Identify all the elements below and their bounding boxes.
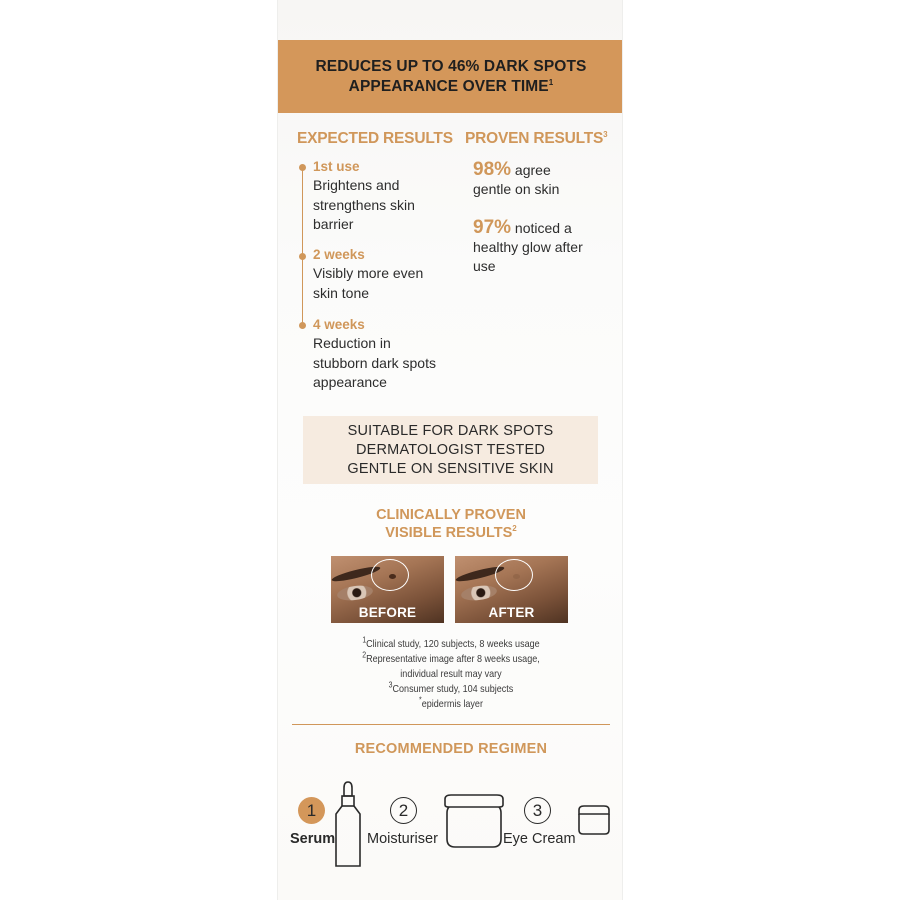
after-label: AFTER — [488, 605, 535, 620]
timeline-item — [313, 158, 473, 235]
timeline-label: 1st use — [313, 159, 360, 174]
footnote: $^1$Clinical study, 120 subjects, 8 weeks usage — [362, 635, 540, 650]
proven-text: gentle on skin — [473, 181, 560, 197]
suitability-box — [303, 416, 598, 484]
step-label-serum: Serum — [290, 831, 336, 847]
product-info-panel — [277, 0, 623, 900]
timeline-desc: skin tone — [313, 284, 370, 301]
step-label-moisturiser: Moisturiser — [367, 831, 438, 847]
step-number-2: 2 — [390, 797, 417, 824]
clinical-heading: CLINICALLY PROVEN VISIBLE RESULTS$^2$ — [376, 507, 526, 541]
highlight-circle — [371, 559, 409, 591]
before-photo — [331, 556, 444, 623]
footnote: *epidermis layer — [419, 695, 483, 710]
timeline-desc: Reduction in — [313, 335, 391, 351]
proven-results-heading: PROVEN RESULTS$^3$ — [465, 129, 608, 147]
timeline-line — [302, 169, 303, 325]
suitability-line: GENTLE ON SENSITIVE SKIN — [347, 460, 554, 477]
eye-cream-jar-icon — [576, 804, 612, 836]
regimen-heading: RECOMMENDED REGIMEN — [354, 741, 548, 757]
timeline-desc: Visibly more even — [313, 265, 424, 281]
suitability-line: DERMATOLOGIST TESTED — [355, 441, 546, 458]
banner-line-2: APPEARANCE OVER TIME$^1$ — [348, 77, 554, 95]
before-label: BEFORE — [358, 605, 417, 620]
timeline-dot — [299, 164, 306, 171]
proven-percent: 97% — [473, 217, 512, 238]
timeline-label: 4 weeks — [313, 317, 365, 332]
step-number-1: 1 — [298, 797, 325, 824]
timeline-desc: appearance — [313, 374, 387, 390]
after-photo — [455, 556, 568, 623]
proven-result-item: 98% agree gentle on skin — [473, 160, 623, 199]
timeline-label: 2 weeks — [313, 247, 365, 262]
footnotes — [278, 637, 623, 712]
footnote: $^3$Consumer study, 104 subjects — [388, 680, 514, 695]
footnote: $^2$Representative image after 8 weeks usage, — [362, 650, 540, 665]
moisturiser-jar-icon — [441, 793, 507, 849]
timeline-desc: strengthens skin — [313, 196, 415, 213]
timeline-dot — [299, 322, 306, 329]
timeline-desc: stubborn dark spots — [313, 354, 436, 371]
suitability-line: SUITABLE FOR DARK SPOTS — [347, 422, 554, 439]
headline-banner — [278, 40, 623, 113]
proven-text: healthy glow after — [473, 239, 583, 255]
highlight-circle — [495, 559, 533, 591]
timeline-dot — [299, 253, 306, 260]
expected-results-heading: EXPECTED RESULTS — [297, 130, 453, 147]
timeline-desc: Brightens and — [313, 177, 400, 193]
section-divider — [292, 724, 610, 725]
proven-text: use — [473, 258, 496, 274]
proven-percent: 98% — [473, 159, 512, 180]
timeline-item — [313, 246, 473, 303]
proven-result-item: 97% noticed a healthy glow after use — [473, 218, 623, 276]
timeline-item — [313, 316, 473, 393]
footnote: individual result may vary — [400, 668, 502, 680]
timeline-desc: barrier — [313, 216, 354, 232]
serum-bottle-icon — [332, 780, 364, 868]
step-number-3: 3 — [524, 797, 551, 824]
step-label-eye-cream: Eye Cream — [503, 831, 576, 847]
banner-line-1: REDUCES UP TO 46% DARK SPOTS — [315, 57, 587, 75]
